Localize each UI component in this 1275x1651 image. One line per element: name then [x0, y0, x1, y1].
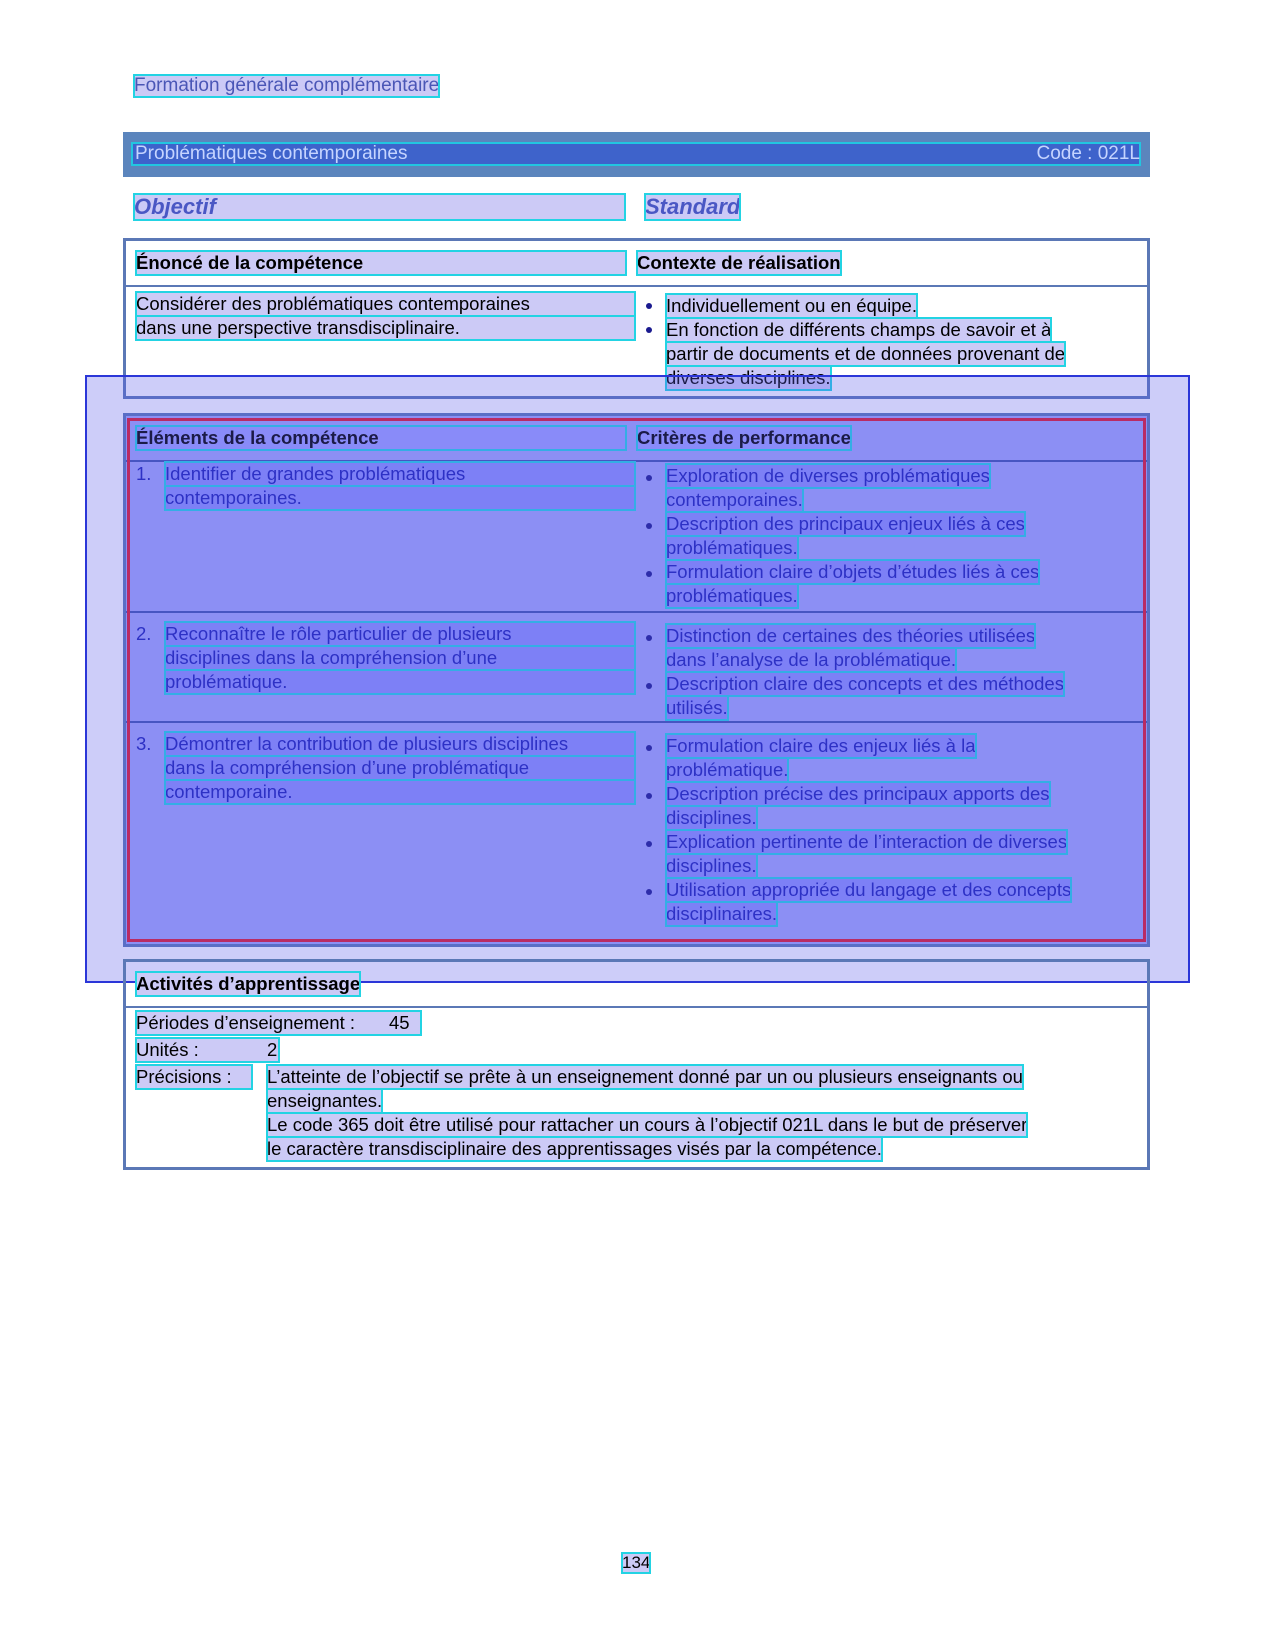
document-title: Formation générale complémentaire: [134, 75, 440, 96]
criteria-header: Critères de performance: [637, 427, 851, 448]
competence-statement-line: Considérer des problématiques contemporaines: [136, 292, 635, 316]
course-subject: Problématiques contemporaines: [135, 143, 408, 164]
context-item: partir de documents et de données provenant de: [666, 343, 1066, 364]
precisions-line: Le code 365 doit être utilisé pour rattacher un cours à l’objectif 021L dans le but de préserver: [267, 1114, 1028, 1135]
element-number: 3.: [136, 733, 152, 754]
competence-statement-line: dans une perspective transdisciplinaire.: [136, 316, 635, 340]
element-text: disciplines dans la compréhension d’une: [165, 646, 635, 670]
competence-statement-header: Énoncé de la compétence: [136, 251, 626, 275]
precisions-line: le caractère transdisciplinaire des apprentissages visés par la compétence.: [267, 1138, 882, 1159]
element-text: contemporaines.: [165, 486, 635, 510]
activities-header: Activités d’apprentissage: [136, 973, 361, 994]
criterion-text: Description des principaux enjeux liés à ces: [666, 513, 1025, 534]
criterion-text: disciplines.: [666, 807, 757, 828]
criterion-text: contemporaines.: [666, 489, 803, 510]
bullet-icon: [646, 327, 652, 333]
page-number: 134: [622, 1553, 651, 1572]
criterion-text: Distinction de certaines des théories utilisées: [666, 625, 1036, 646]
elements-header: Éléments de la compétence: [136, 426, 626, 450]
bullet-icon: [646, 303, 652, 309]
course-code: Code : 021L: [1036, 143, 1140, 164]
criterion-text: Utilisation appropriée du langage et des concepts: [666, 879, 1072, 900]
periods-label: Périodes d’enseignement :: [136, 1012, 356, 1033]
element-text: problématique.: [165, 670, 635, 694]
element-text: Reconnaître le rôle particulier de plusieurs: [165, 622, 635, 646]
element-number: 1.: [136, 463, 152, 484]
criterion-text: problématiques.: [666, 585, 798, 606]
precisions-line: enseignantes.: [267, 1090, 383, 1111]
criterion-text: problématiques.: [666, 537, 798, 558]
context-item: En fonction de différents champs de savoir et à: [666, 319, 1052, 340]
criterion-text: Formulation claire d’objets d’études liés à ces: [666, 561, 1040, 582]
precisions-line: L’atteinte de l’objectif se prête à un enseignement donné par un ou plusieurs enseignants ou: [267, 1066, 1023, 1087]
element-number: 2.: [136, 623, 152, 644]
element-text: Démontrer la contribution de plusieurs disciplines: [165, 732, 635, 756]
criterion-text: disciplinaires.: [666, 903, 778, 924]
units-label: Unités :: [136, 1039, 199, 1060]
units-value: 2: [267, 1039, 278, 1060]
criterion-text: Description claire des concepts et des méthodes: [666, 673, 1064, 694]
periods-value: 45: [389, 1012, 410, 1033]
learning-activities-table: [123, 959, 1150, 1170]
criterion-text: problématique.: [666, 759, 789, 780]
standard-heading: Standard: [645, 194, 741, 219]
units-row: [136, 1038, 279, 1062]
context-header: Contexte de réalisation: [637, 252, 841, 273]
periods-row: [136, 1011, 421, 1035]
criterion-text: Exploration de diverses problématiques: [666, 465, 990, 486]
context-item: Individuellement ou en équipe.: [666, 295, 917, 316]
criterion-text: Description précise des principaux apports des: [666, 783, 1050, 804]
objectif-heading: Objectif: [134, 194, 625, 220]
criterion-text: Explication pertinente de l’interaction de diverses: [666, 831, 1068, 852]
criterion-text: utilisés.: [666, 697, 728, 718]
context-item: diverses disciplines.: [666, 367, 831, 388]
criterion-text: dans l’analyse de la problématique.: [666, 649, 957, 670]
precisions-label: Précisions :: [136, 1065, 252, 1089]
element-text: Identifier de grandes problématiques: [165, 462, 635, 486]
element-text: dans la compréhension d’une problématique: [165, 756, 635, 780]
criterion-text: disciplines.: [666, 855, 757, 876]
selection-overlay: [85, 375, 1190, 983]
element-text: contemporaine.: [165, 780, 635, 804]
course-title-bar: [123, 132, 1150, 177]
criterion-text: Formulation claire des enjeux liés à la: [666, 735, 976, 756]
